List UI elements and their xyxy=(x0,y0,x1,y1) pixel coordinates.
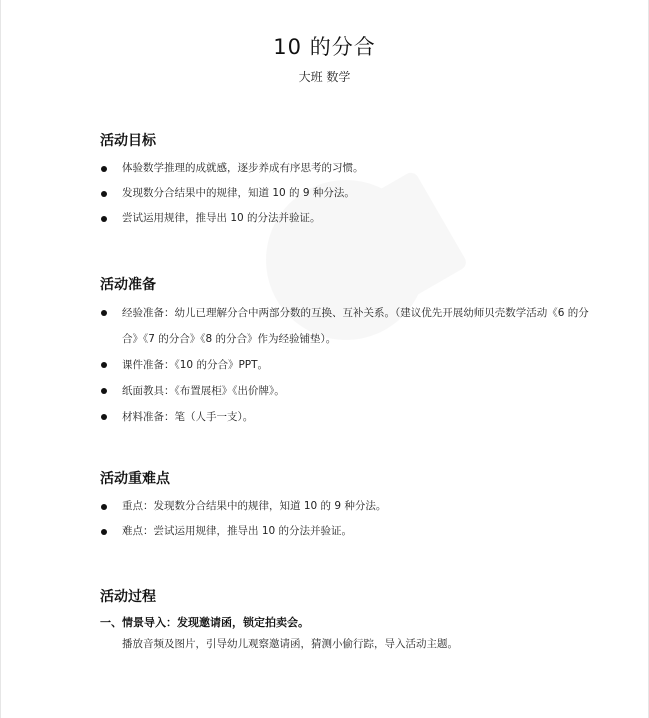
bullet-icon xyxy=(101,504,107,510)
prep-list xyxy=(100,300,598,430)
section-heading-process: 活动过程 xyxy=(100,589,156,605)
list-item: 材料准备：笔（人手一支）。 xyxy=(100,404,598,430)
key-list xyxy=(100,494,598,544)
list-item: 课件准备：《10 的分合》PPT。 xyxy=(100,352,598,378)
bullet-icon xyxy=(101,216,107,222)
step-title: 一、情景导入：发现邀请函，锁定拍卖会。 xyxy=(100,616,309,629)
list-item: 重点：发现数分合结果中的规律，知道 10 的 9 种分法。 xyxy=(100,494,598,519)
section-heading-prep: 活动准备 xyxy=(100,277,156,293)
bullet-icon xyxy=(101,310,107,316)
bullet-icon xyxy=(101,362,107,368)
step-body: 播放音频及图片，引导幼儿观察邀请函，猜测小偷行踪，导入活动主题。 xyxy=(122,638,458,650)
bullet-icon xyxy=(101,414,107,420)
section-heading-goals: 活动目标 xyxy=(100,133,156,149)
doc-title: 10 的分合 xyxy=(273,35,376,59)
bullet-icon xyxy=(101,191,107,197)
list-item: 经验准备：幼儿已理解分合中两部分数的互换、互补关系。（建议优先开展幼师贝壳数学活动《6 的分合》《7 的分合》《8 的分合》作为经验铺垫）。 xyxy=(100,300,598,352)
list-item: 难点：尝试运用规律，推导出 10 的分法并验证。 xyxy=(100,519,598,544)
section-heading-key: 活动重难点 xyxy=(100,471,170,487)
list-item: 体验数学推理的成就感，逐步养成有序思考的习惯。 xyxy=(100,156,598,181)
list-item: 尝试运用规律，推导出 10 的分法并验证。 xyxy=(100,206,598,231)
bullet-icon xyxy=(101,388,107,394)
goals-list xyxy=(100,156,598,231)
list-item: 纸面教具：《布置展柜》《出价牌》。 xyxy=(100,378,598,404)
bullet-icon xyxy=(101,166,107,172)
list-item: 发现数分合结果中的规律，知道 10 的 9 种分法。 xyxy=(100,181,598,206)
bullet-icon xyxy=(101,529,107,535)
doc-subtitle: 大班 数学 xyxy=(298,70,351,84)
